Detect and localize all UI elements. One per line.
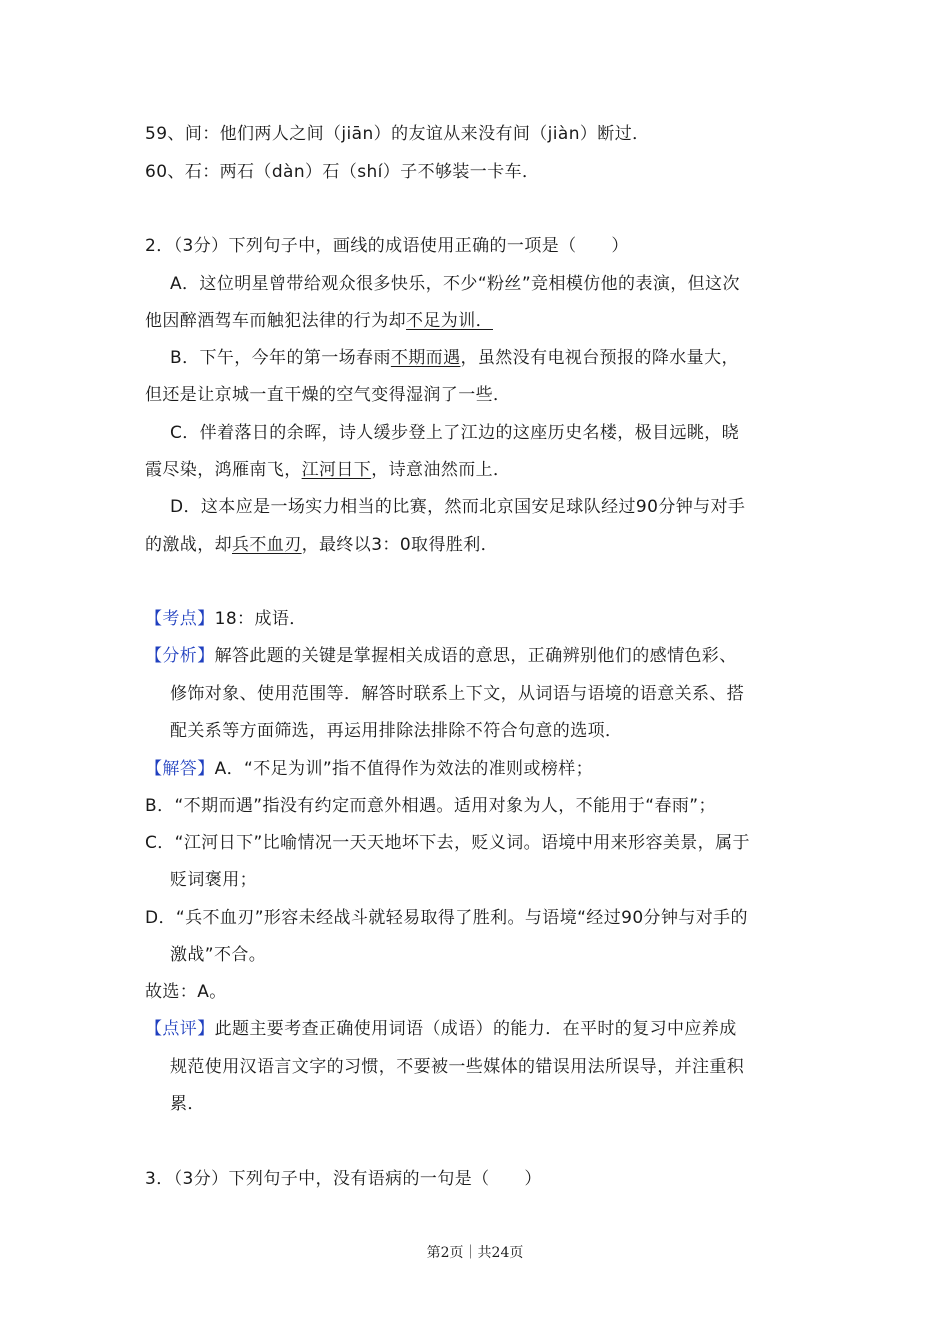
option-c-idiom: 江河日下 <box>301 460 372 480</box>
option-b-line-2: 但还是让京城一直干燥的空气变得湿润了一些． <box>145 385 511 405</box>
option-a-text: 他因醉酒驾车而触犯法律的行为却 <box>145 311 406 331</box>
dianping-tag: 【点评】 <box>145 1019 215 1039</box>
jieda-tag: 【解答】 <box>145 759 215 779</box>
kaodian-tag: 【考点】 <box>145 609 215 629</box>
option-c-line-1: C．伴着落日的余晖，诗人缓步登上了江边的这座历史名楼，极目远眺，晓 <box>170 423 740 443</box>
option-a-line-2 <box>145 308 493 334</box>
dianping-line-3: 累． <box>170 1094 205 1114</box>
question-3-stem: 3．（3分）下列句子中，没有语病的一句是（ ） <box>145 1169 542 1189</box>
fenxi-text-1: 解答此题的关键是掌握相关成语的意思，正确辨别他们的感情色彩、 <box>214 646 737 666</box>
option-c-line-2 <box>145 457 510 483</box>
option-d-line-1: D．这本应是一场实力相当的比赛，然而北京国安足球队经过90分钟与对手 <box>170 497 746 517</box>
fenxi-line-2: 修饰对象、使用范围等．解答时联系上下文，从词语与语境的语意关系、搭 <box>170 684 745 704</box>
jieda-text-a: A．“不足为训”指不值得作为效法的准则或榜样； <box>214 759 594 779</box>
option-a-line-1: A．这位明星曾带给观众很多快乐，不少“粉丝”竞相模仿他的表演，但这次 <box>170 274 740 294</box>
kaodian <box>145 606 307 632</box>
option-d-line-2 <box>145 532 498 558</box>
fenxi-line-1 <box>145 643 737 669</box>
option-d-idiom: 兵不血刃 <box>232 535 302 555</box>
option-d-text-end: ，最终以3：0取得胜利． <box>301 535 499 555</box>
jieda-line-c2: 贬词褒用； <box>170 870 257 890</box>
option-b-text-end: ，虽然没有电视台预报的降水量大， <box>460 348 739 368</box>
option-a-idiom: 不足为训． <box>406 311 493 331</box>
question-2-stem: 2．（3分）下列句子中，画线的成语使用正确的一项是（ ） <box>145 236 629 256</box>
dianping-line-1 <box>145 1016 737 1042</box>
jieda-line-a <box>145 756 593 782</box>
kaodian-text: 18：成语． <box>214 609 307 629</box>
dianping-line-2: 规范使用汉语言文字的习惯，不要被一些媒体的错误用法所误导，并注重积 <box>170 1057 745 1077</box>
option-b-idiom: 不期而遇 <box>390 348 461 368</box>
option-b-text-start: B．下午，今年的第一场春雨 <box>170 348 391 368</box>
note-59: 59、间：他们两人之间（jiān）的友谊从来没有间（jiàn）断过． <box>145 124 650 144</box>
fenxi-tag: 【分析】 <box>145 646 215 666</box>
jieda-line-d1: D．“兵不血刃”形容未经战斗就轻易取得了胜利。与语境“经过90分钟与对手的 <box>145 908 748 928</box>
answer-line: 故选：A。 <box>145 982 227 1002</box>
fenxi-line-3: 配关系等方面筛选，再运用排除法排除不符合句意的选项． <box>170 721 623 741</box>
option-c-text-end: ，诗意油然而上． <box>371 460 511 480</box>
dianping-text-1: 此题主要考查正确使用词语（成语）的能力．在平时的复习中应养成 <box>214 1019 737 1039</box>
option-d-text-start: 的激战，却 <box>145 535 232 555</box>
note-60: 60、石：两石（dàn）石（shí）子不够装一卡车． <box>145 162 540 182</box>
jieda-line-c1: C．“江河日下”比喻情况一天天地坏下去，贬义词。语境中用来形容美景，属于 <box>145 833 750 853</box>
option-b-line-1 <box>170 345 739 371</box>
jieda-line-b: B．“不期而遇”指没有约定而意外相遇。适用对象为人，不能用于“春雨”； <box>145 796 716 816</box>
page-footer: 第2页｜共24页 <box>426 1245 524 1261</box>
jieda-line-d2: 激战”不合。 <box>170 945 267 965</box>
option-c-text-start: 霞尽染，鸿雁南飞， <box>145 460 302 480</box>
